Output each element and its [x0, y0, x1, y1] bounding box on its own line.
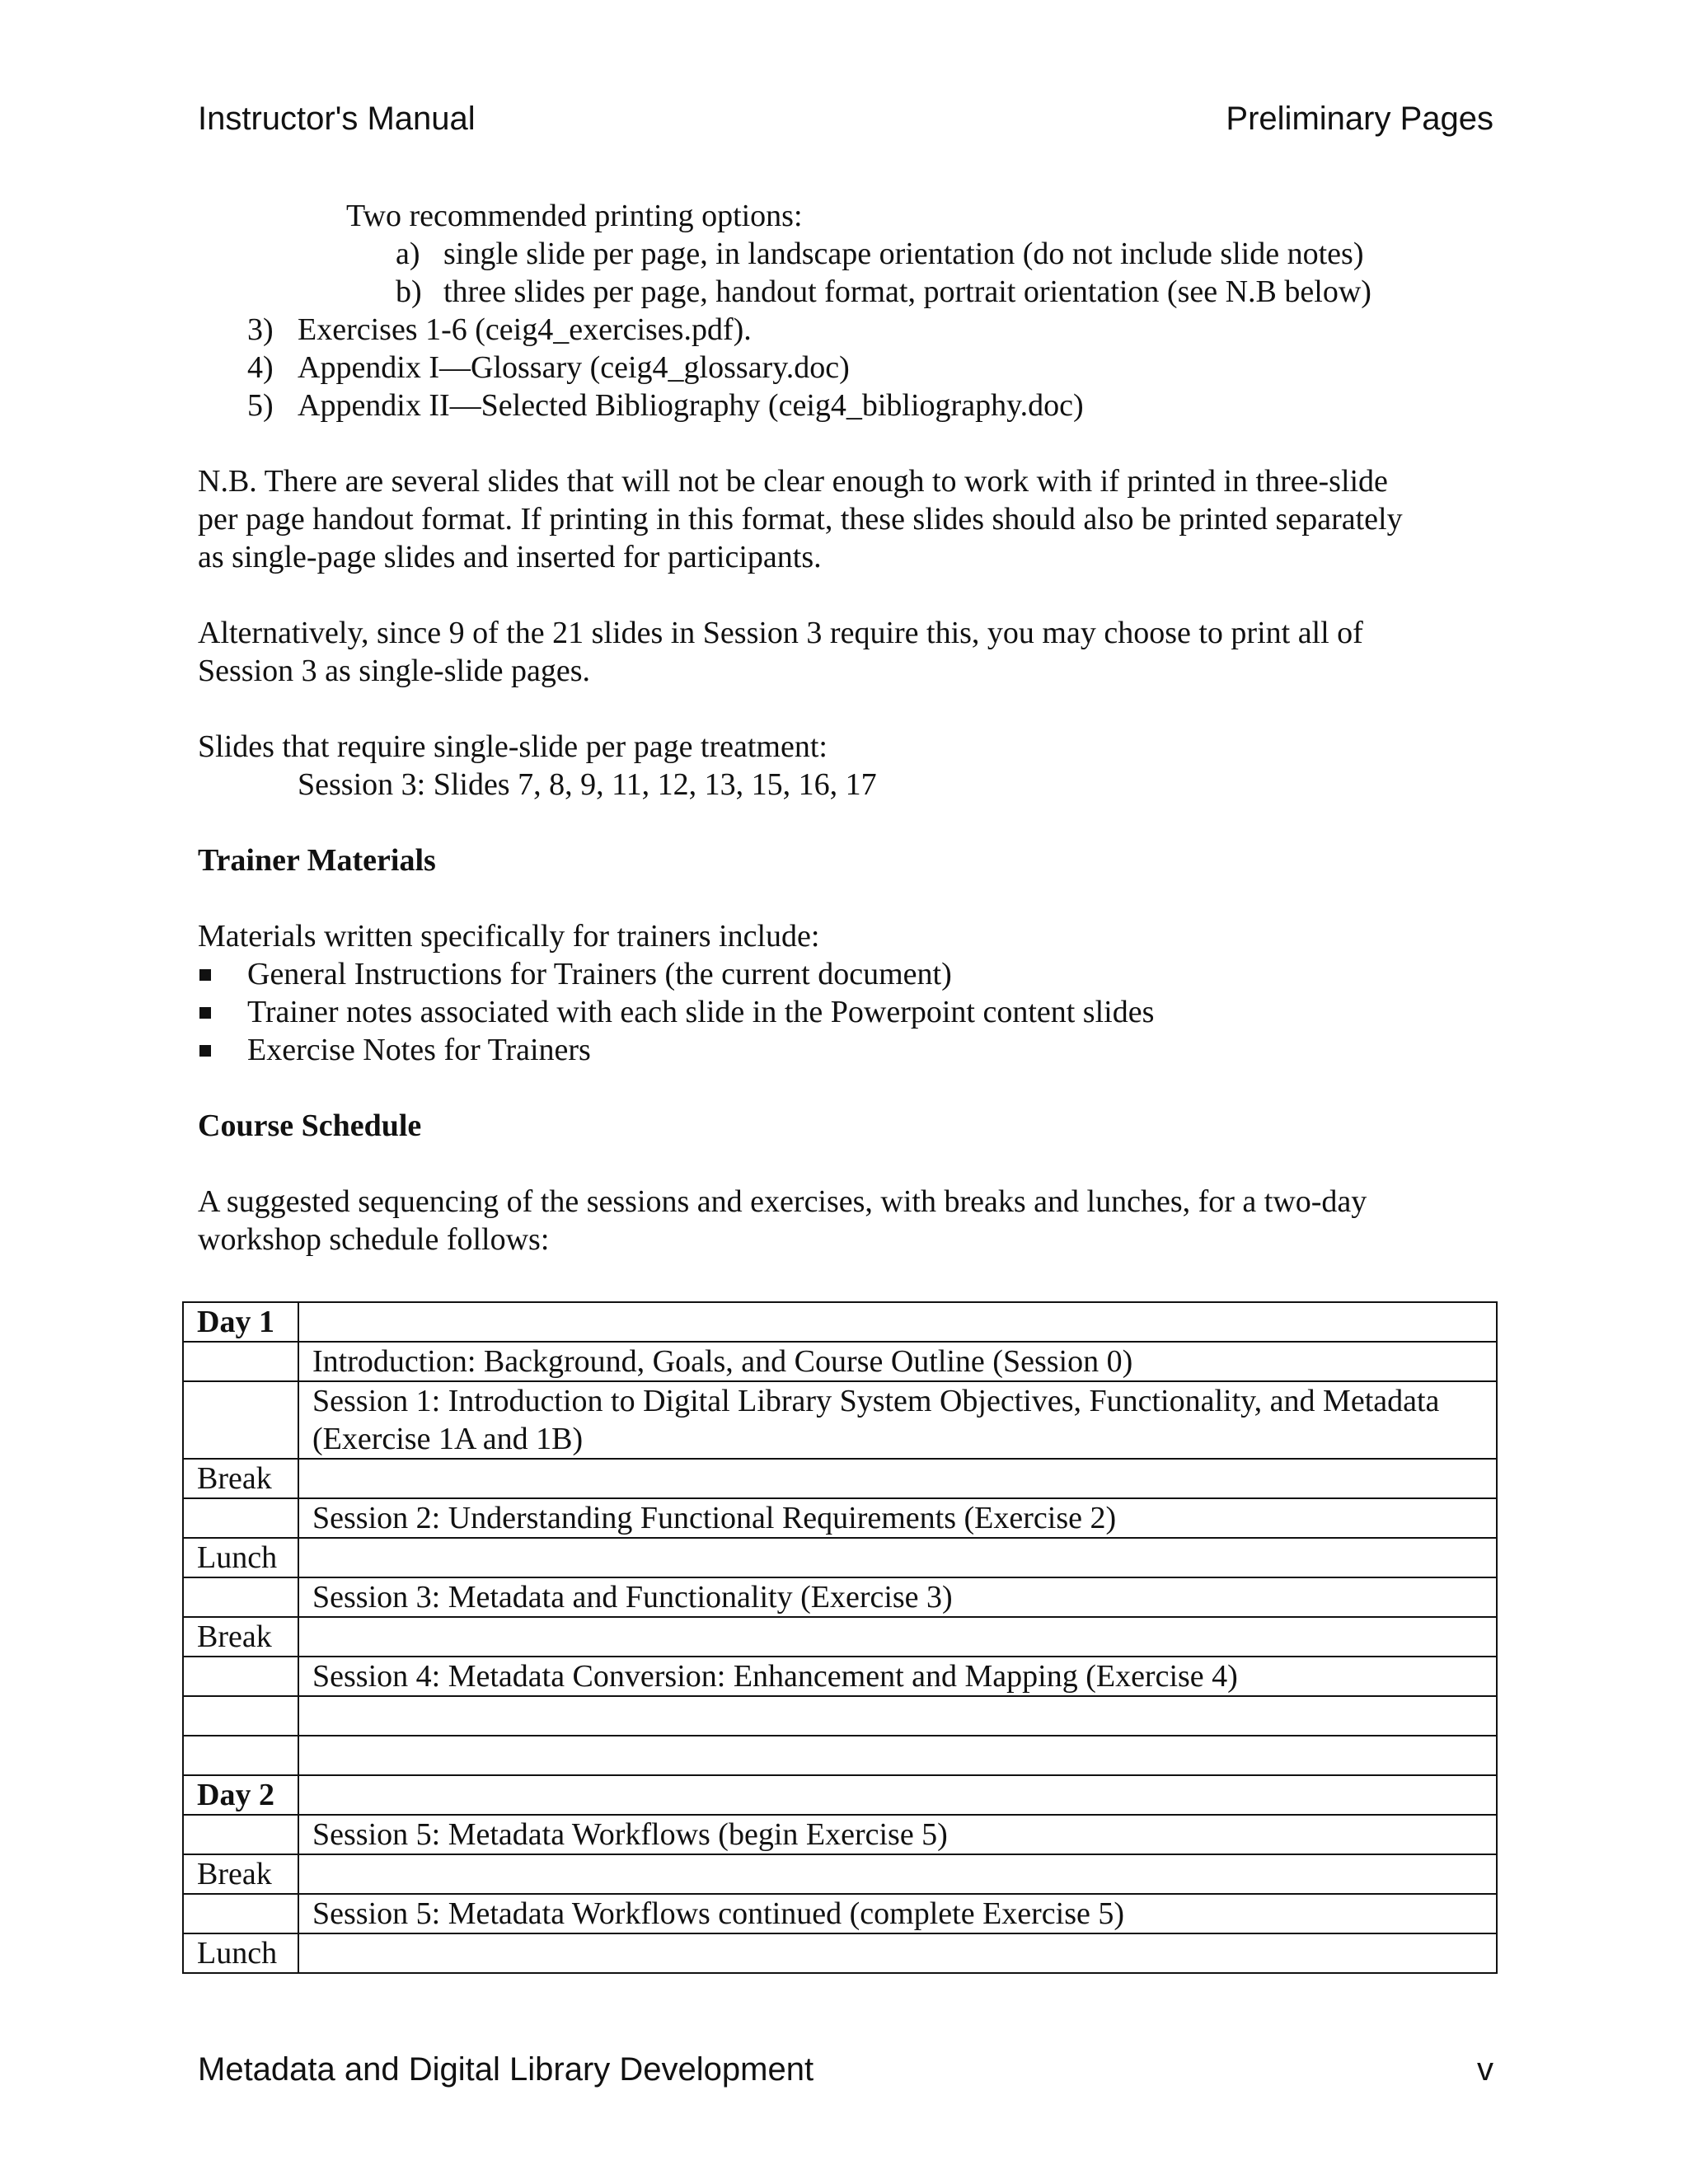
- header-section: Preliminary Pages: [1226, 101, 1493, 137]
- row-label: [183, 1342, 298, 1381]
- row-label: [183, 1815, 298, 1854]
- footer-title: Metadata and Digital Library Development: [198, 2051, 814, 2088]
- row-label: [183, 1894, 298, 1933]
- row-text: Session 3: Metadata and Functionality (Exercise 3): [298, 1577, 1497, 1617]
- option-text: single slide per page, in landscape orientation (do not include slide notes): [443, 237, 1364, 271]
- row-text: [298, 1696, 1497, 1736]
- table-row: [183, 1657, 1497, 1696]
- row-text: [298, 1736, 1497, 1775]
- printing-intro: Two recommended printing options:: [346, 199, 803, 233]
- printing-option: [198, 273, 1500, 311]
- row-text: Session 4: Metadata Conversion: Enhancement and Mapping (Exercise 4): [298, 1657, 1497, 1696]
- row-text: [298, 1302, 1497, 1342]
- trainer-materials-intro: Materials written specifically for trainers include:: [198, 919, 820, 954]
- alternatively-paragraph-line: Alternatively, since 9 of the 21 slides in Session 3 require this, you may choose to print all of: [198, 616, 1363, 650]
- single-slide-session: Session 3: Slides 7, 8, 9, 11, 12, 13, 15, 16, 17: [298, 767, 877, 802]
- row-label: Break: [183, 1459, 298, 1498]
- row-text: [298, 1933, 1497, 1973]
- trainer-materials-heading: Trainer Materials: [198, 843, 436, 878]
- item-number: 4): [247, 350, 274, 385]
- row-label: Break: [183, 1854, 298, 1894]
- table-row: [183, 1933, 1497, 1973]
- table-row: [183, 1342, 1497, 1381]
- course-schedule-heading: Course Schedule: [198, 1108, 422, 1143]
- square-bullet-icon: [199, 969, 211, 981]
- table-row: [183, 1617, 1497, 1657]
- row-label: Lunch: [183, 1538, 298, 1577]
- list-item-text: Trainer notes associated with each slide in the Powerpoint content slides: [247, 995, 1155, 1029]
- row-label: Day 1: [183, 1302, 298, 1342]
- list-item: [198, 955, 1500, 993]
- row-label: [183, 1736, 298, 1775]
- table-row: [183, 1696, 1497, 1736]
- item-text: Exercises 1-6 (ceig4_exercises.pdf).: [298, 312, 752, 347]
- item-text: Appendix II—Selected Bibliography (ceig4_bibliography.doc): [298, 388, 1084, 423]
- numbered-item: [198, 311, 1500, 349]
- printing-option: [198, 235, 1500, 273]
- option-marker: b): [396, 274, 422, 309]
- row-text: [298, 1775, 1497, 1815]
- nb-paragraph-line: N.B. There are several slides that will not be clear enough to work with if printed in three-slide: [198, 464, 1388, 499]
- table-row: [183, 1775, 1497, 1815]
- page-body: [198, 197, 1500, 1258]
- row-text: Introduction: Background, Goals, and Course Outline (Session 0): [298, 1342, 1497, 1381]
- header-title: Instructor's Manual: [198, 101, 476, 137]
- option-text: three slides per page, handout format, portrait orientation (see N.B below): [443, 274, 1372, 309]
- nb-paragraph-line: as single-page slides and inserted for participants.: [198, 540, 822, 574]
- row-label: [183, 1577, 298, 1617]
- row-text: Session 5: Metadata Workflows continued (complete Exercise 5): [298, 1894, 1497, 1933]
- row-text: Session 2: Understanding Functional Requirements (Exercise 2): [298, 1498, 1497, 1538]
- table-row: [183, 1459, 1497, 1498]
- table-row: [183, 1854, 1497, 1894]
- schedule-table: [182, 1301, 1498, 1974]
- row-text: [298, 1617, 1497, 1657]
- table-row: [183, 1381, 1497, 1459]
- square-bullet-icon: [199, 1007, 211, 1019]
- row-label: Break: [183, 1617, 298, 1657]
- page-number: v: [1477, 2051, 1493, 2088]
- row-text: [298, 1459, 1497, 1498]
- row-text: Session 1: Introduction to Digital Library System Objectives, Functionality, and Metadata (Exercise 1A and 1B): [298, 1381, 1497, 1459]
- single-slide-intro: Slides that require single-slide per page treatment:: [198, 729, 828, 764]
- option-marker: a): [396, 237, 420, 271]
- table-row: [183, 1736, 1497, 1775]
- item-text: Appendix I—Glossary (ceig4_glossary.doc): [298, 350, 850, 385]
- table-row: [183, 1894, 1497, 1933]
- row-text: Session 5: Metadata Workflows (begin Exercise 5): [298, 1815, 1497, 1854]
- course-schedule-intro-line: A suggested sequencing of the sessions and exercises, with breaks and lunches, for a two-day: [198, 1184, 1367, 1219]
- table-row: [183, 1577, 1497, 1617]
- trainer-materials-list: [198, 955, 1500, 1069]
- alternatively-paragraph-line: Session 3 as single-slide pages.: [198, 654, 591, 688]
- row-label: Lunch: [183, 1933, 298, 1973]
- nb-paragraph-line: per page handout format. If printing in this format, these slides should also be printed separately: [198, 502, 1403, 537]
- item-number: 3): [247, 312, 274, 347]
- list-item: [198, 1031, 1500, 1069]
- list-item-text: General Instructions for Trainers (the current document): [247, 957, 952, 991]
- row-text: [298, 1538, 1497, 1577]
- table-row: [183, 1302, 1497, 1342]
- list-item: [198, 993, 1500, 1031]
- course-schedule-intro-line: workshop schedule follows:: [198, 1222, 550, 1257]
- table-row: [183, 1498, 1497, 1538]
- row-label: [183, 1696, 298, 1736]
- row-label: [183, 1657, 298, 1696]
- row-label: [183, 1498, 298, 1538]
- row-label: Day 2: [183, 1775, 298, 1815]
- table-row: [183, 1815, 1497, 1854]
- row-label: [183, 1381, 298, 1459]
- list-item-text: Exercise Notes for Trainers: [247, 1033, 591, 1067]
- item-number: 5): [247, 388, 274, 423]
- square-bullet-icon: [199, 1045, 211, 1057]
- table-row: [183, 1538, 1497, 1577]
- row-text: [298, 1854, 1497, 1894]
- numbered-item: [198, 387, 1500, 424]
- numbered-item: [198, 349, 1500, 387]
